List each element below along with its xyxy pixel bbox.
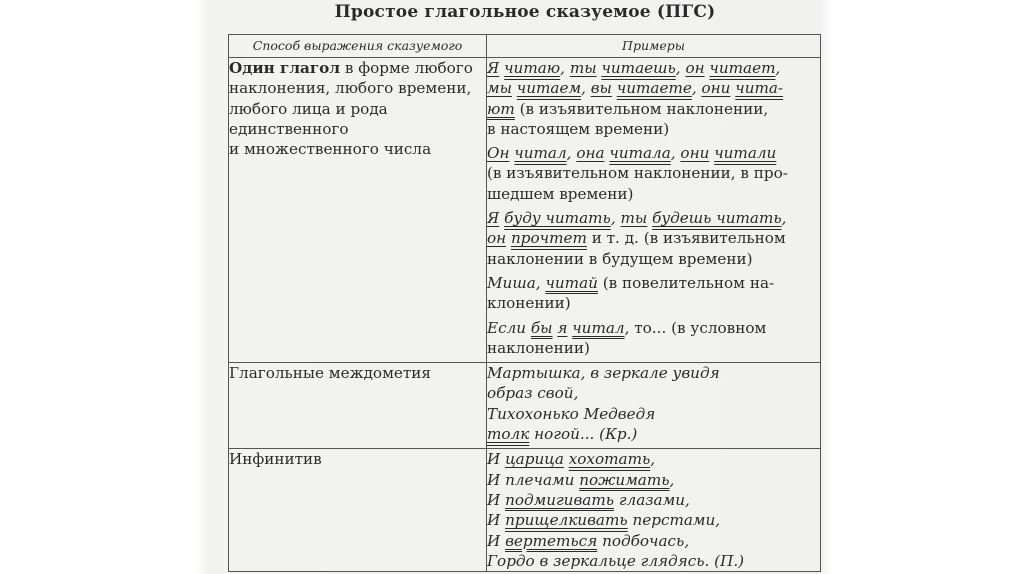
poem-line: И плечами пожимать, — [487, 470, 675, 489]
label-line: любого лица и рода — [229, 99, 388, 118]
label-line: наклонения, любого времени, — [229, 79, 472, 98]
table-row-interjections — [229, 363, 821, 449]
example-line: шедшем времени) — [487, 184, 634, 203]
label-line: единственного — [229, 119, 349, 138]
example-line: Я читаю, ты читаешь, он читает, — [487, 59, 781, 77]
example-line: Если бы я читал, то... (в условном — [487, 318, 767, 337]
table-row-infinitive — [229, 449, 821, 572]
page-title: Простое глагольное сказуемое (ПГС) — [334, 2, 716, 22]
label-line: в форме любого — [340, 59, 473, 77]
example-imperative — [487, 273, 820, 314]
example-line: он прочтет и т. д. (в изъявительном — [487, 229, 786, 248]
poem-pushkin — [487, 449, 820, 571]
example-line: мы читаем, вы читаете, они чита- — [487, 79, 784, 98]
label-line: и множественного числа — [229, 140, 432, 159]
example-line: в настоящем времени) — [487, 119, 670, 138]
example-present — [487, 58, 820, 139]
column-header-method: Способ выражения сказуемого — [229, 35, 487, 58]
column-header-examples: Примеры — [487, 35, 821, 58]
label-line: Инфинитив — [229, 450, 322, 469]
poem-line: образ свой, — [487, 384, 579, 403]
table-header-row — [229, 35, 821, 58]
predicate-table — [228, 34, 821, 572]
example-line: (в изъявительном наклонении, в про- — [487, 164, 788, 183]
row-label-single-verb — [229, 58, 487, 363]
label-line: Глагольные междометия — [229, 364, 431, 383]
label-bold-term: Один глагол — [229, 59, 341, 77]
poem-line: Гордо в зеркальце глядясь. (П.) — [487, 551, 745, 570]
examples-single-verb — [487, 58, 821, 363]
row-label-infinitive — [229, 449, 487, 572]
poem-line: И вертеться подбочась, — [487, 531, 690, 550]
example-line: Я буду читать, ты будешь читать, — [487, 209, 787, 228]
row-label-interjections — [229, 363, 487, 449]
example-line: ют (в изъявительном наклонении, — [487, 99, 769, 118]
example-past — [487, 143, 820, 204]
example-future — [487, 208, 820, 269]
poem-line: Мартышка, в зеркале увидя — [487, 364, 720, 383]
examples-infinitive — [487, 449, 821, 572]
example-line: наклонении в будущем времени) — [487, 249, 753, 268]
poem-line: толк ногой... (Кр.) — [487, 425, 638, 444]
example-line: Миша, читай (в повелительном на- — [487, 273, 775, 292]
poem-line: И подмигивать глазами, — [487, 490, 690, 509]
poem-line: Тихохонько Медведя — [487, 404, 656, 423]
example-conditional — [487, 318, 820, 359]
poem-line: И прищелкивать перстами, — [487, 511, 721, 530]
poem-krylov — [487, 363, 820, 444]
poem-line: И царица хохотать, — [487, 450, 656, 469]
example-line: клонении) — [487, 294, 571, 313]
example-line: Он читал, она читала, они читали — [487, 144, 777, 163]
example-line: наклонении) — [487, 338, 590, 357]
examples-interjections — [487, 363, 821, 449]
table-row-single-verb — [229, 58, 821, 363]
